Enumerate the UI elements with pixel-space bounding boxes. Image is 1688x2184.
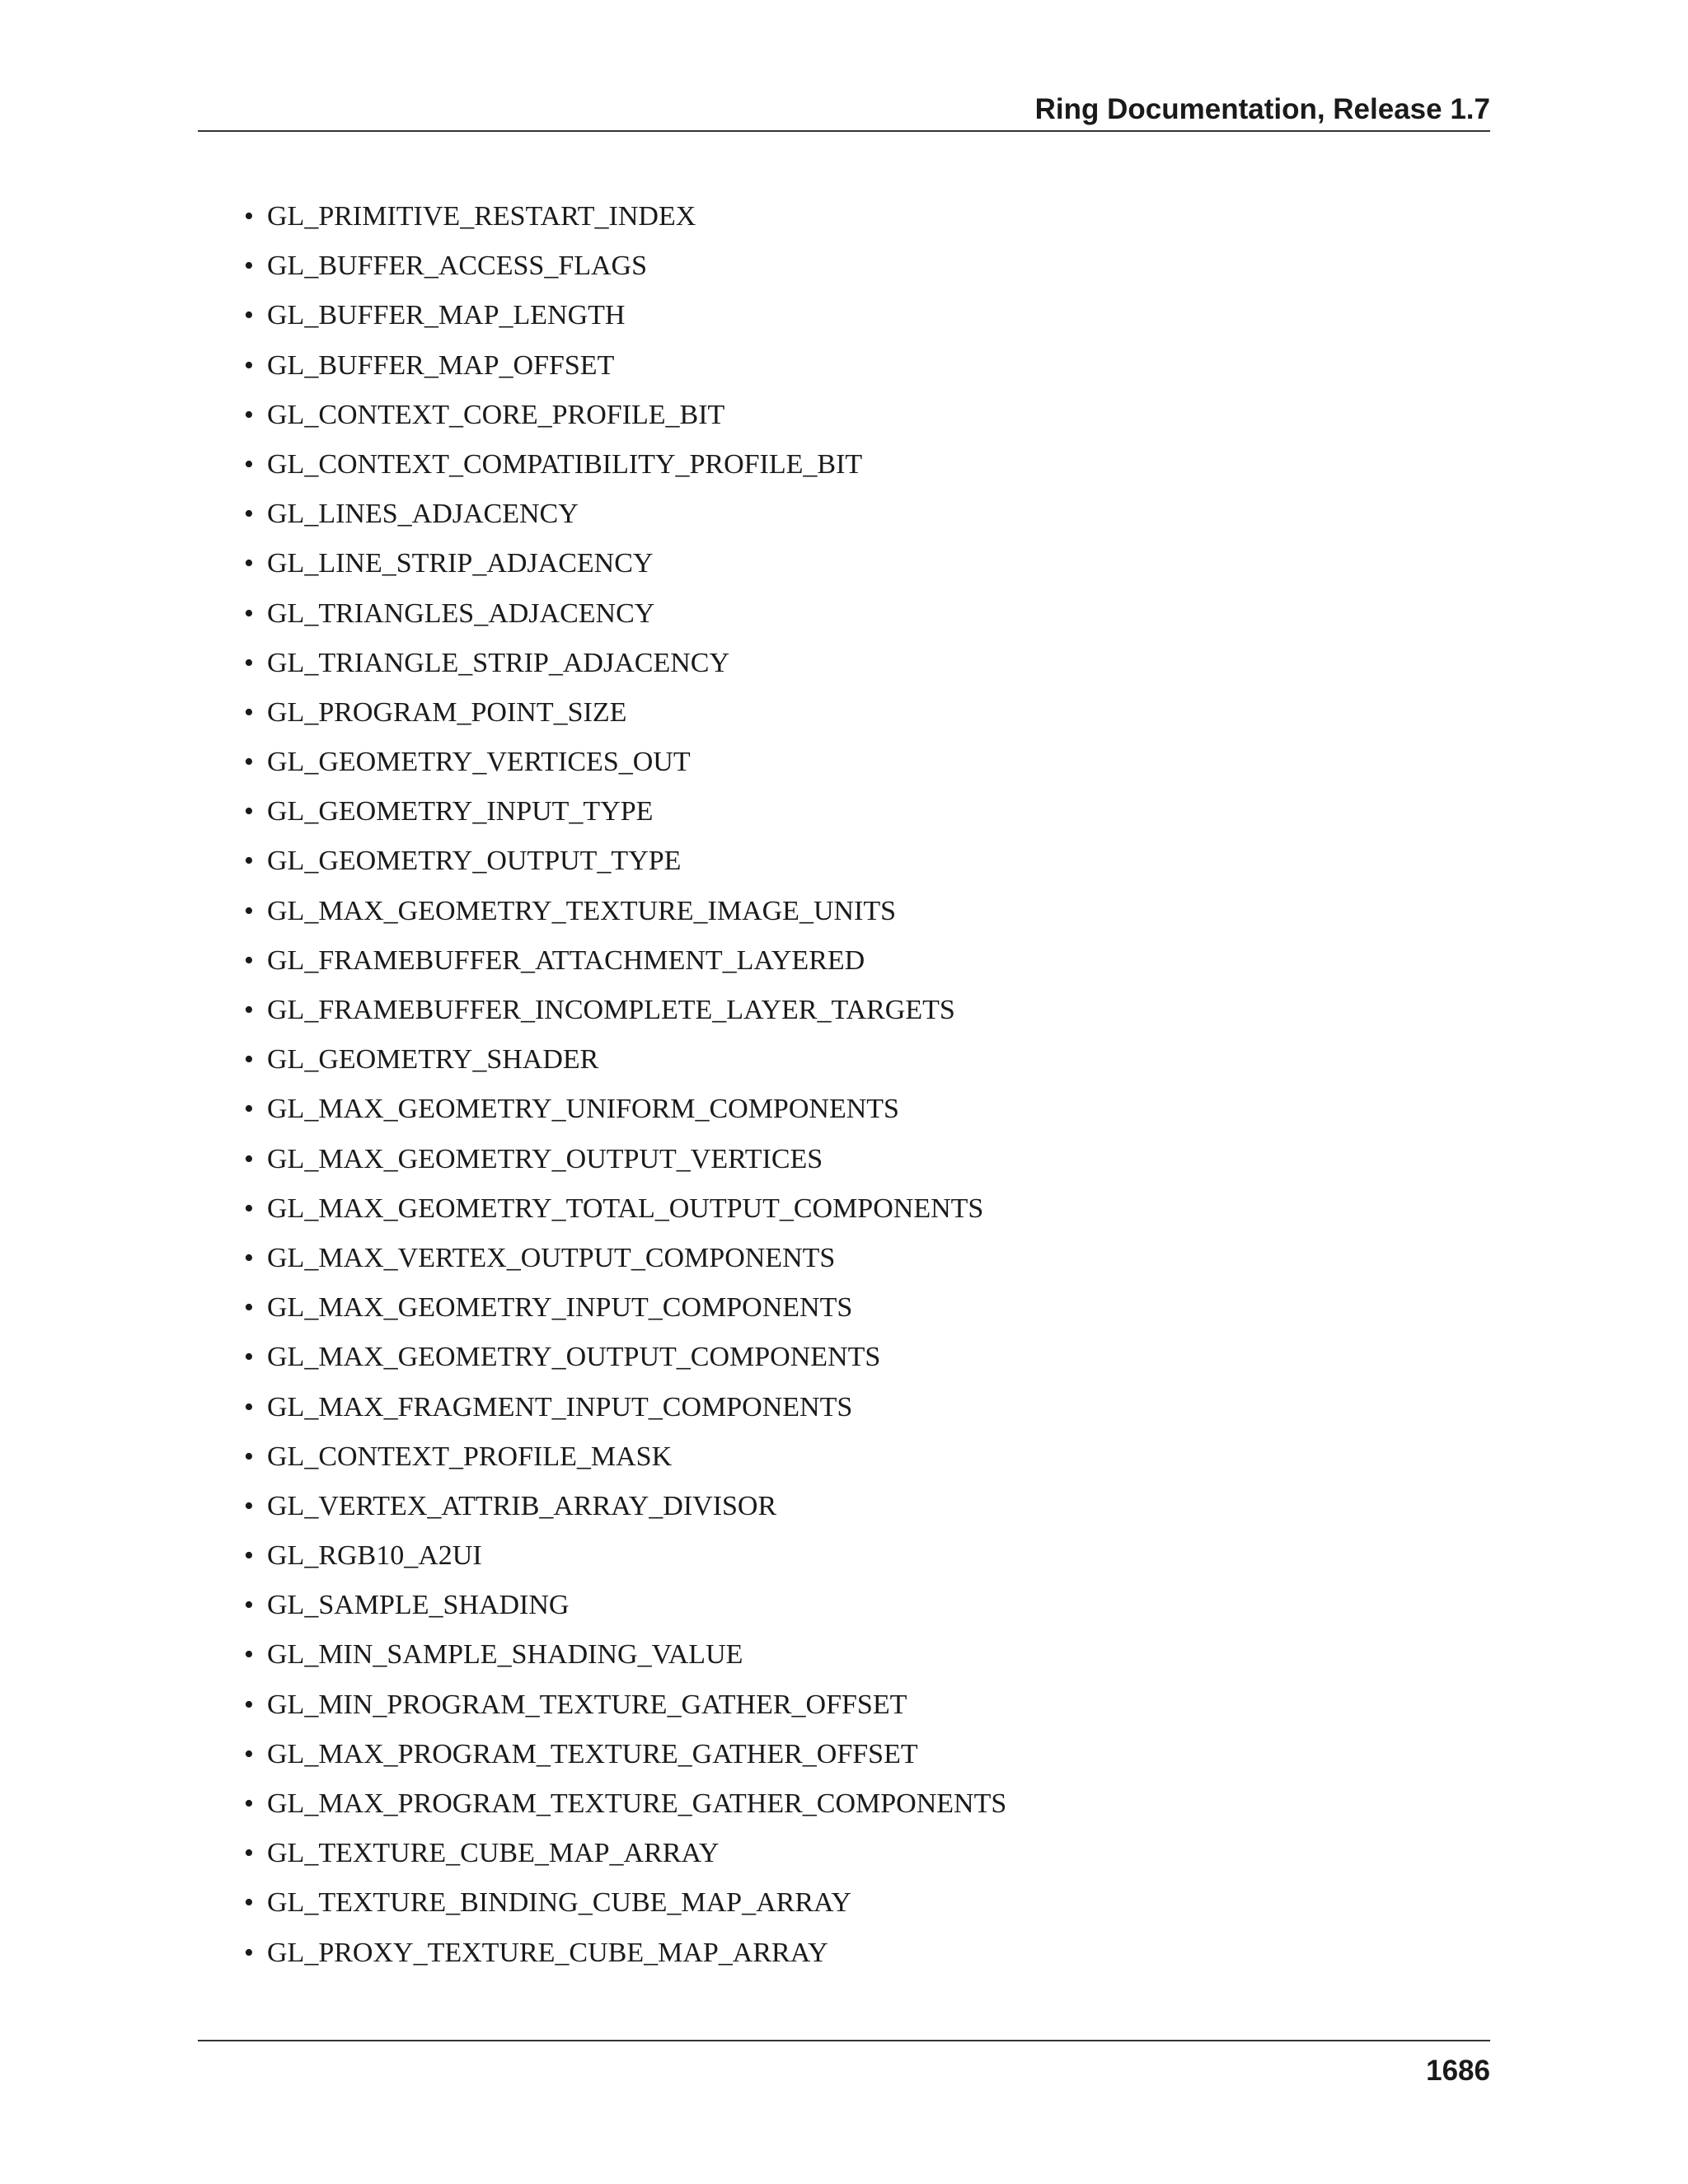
list-item — [244, 198, 1006, 247]
bullet-icon: • — [244, 1342, 254, 1373]
list-item-label: GL_LINE_STRIP_ADJACENCY — [267, 548, 654, 579]
list-item-label: GL_MAX_GEOMETRY_OUTPUT_COMPONENTS — [267, 1342, 881, 1373]
list-item-label: GL_FRAMEBUFFER_INCOMPLETE_LAYER_TARGETS — [267, 995, 955, 1025]
list-item-label: GL_MIN_SAMPLE_SHADING_VALUE — [267, 1639, 743, 1671]
list-item — [244, 1636, 1006, 1685]
list-item-label: GL_CONTEXT_CORE_PROFILE_BIT — [267, 399, 725, 430]
bullet-icon: • — [244, 995, 254, 1025]
bullet-icon: • — [244, 499, 254, 530]
list-item — [244, 595, 1006, 644]
bullet-icon: • — [244, 1540, 254, 1572]
list-item — [244, 396, 1006, 446]
bullet-icon: • — [244, 647, 254, 678]
list-item — [244, 1934, 1006, 1984]
bullet-icon: • — [244, 1441, 254, 1472]
list-item-label: GL_TRIANGLE_STRIP_ADJACENCY — [267, 647, 729, 678]
list-item — [244, 743, 1006, 793]
list-item — [244, 1090, 1006, 1140]
bullet-icon: • — [244, 944, 254, 976]
list-item-label: GL_PRIMITIVE_RESTART_INDEX — [267, 201, 696, 232]
list-item — [244, 1686, 1006, 1736]
bullet-icon: • — [244, 1838, 254, 1869]
bullet-icon: • — [244, 1887, 254, 1919]
list-item-label: GL_MAX_GEOMETRY_OUTPUT_VERTICES — [267, 1143, 823, 1174]
bullet-icon: • — [244, 1788, 254, 1819]
list-item — [244, 1586, 1006, 1636]
list-item-label: GL_MAX_PROGRAM_TEXTURE_GATHER_OFFSET — [267, 1738, 918, 1769]
list-item-label: GL_LINES_ADJACENCY — [267, 499, 579, 530]
bullet-icon: • — [244, 1738, 254, 1769]
list-item — [244, 842, 1006, 892]
list-item — [244, 1785, 1006, 1835]
list-item — [244, 793, 1006, 842]
list-item-label: GL_MIN_PROGRAM_TEXTURE_GATHER_OFFSET — [267, 1689, 907, 1720]
list-item — [244, 1338, 1006, 1388]
bullet-icon: • — [244, 1590, 254, 1621]
bullet-icon: • — [244, 696, 254, 728]
list-item-label: GL_BUFFER_MAP_OFFSET — [267, 349, 615, 381]
bullet-icon: • — [244, 1639, 254, 1671]
list-item — [244, 942, 1006, 991]
list-item-label: GL_GEOMETRY_OUTPUT_TYPE — [267, 846, 682, 877]
bullet-icon: • — [244, 1094, 254, 1125]
list-item — [244, 545, 1006, 594]
list-item — [244, 644, 1006, 694]
list-item-label: GL_TEXTURE_BINDING_CUBE_MAP_ARRAY — [267, 1887, 851, 1919]
list-item — [244, 1537, 1006, 1586]
list-item — [244, 694, 1006, 743]
list-item — [244, 1884, 1006, 1933]
bullet-icon: • — [244, 1143, 254, 1174]
bullet-icon: • — [244, 1193, 254, 1224]
bullet-icon: • — [244, 1689, 254, 1720]
bullet-icon: • — [244, 895, 254, 926]
bullet-icon: • — [244, 548, 254, 579]
list-item — [244, 1141, 1006, 1190]
list-item-label: GL_MAX_GEOMETRY_INPUT_COMPONENTS — [267, 1292, 853, 1324]
list-item-label: GL_MAX_GEOMETRY_TEXTURE_IMAGE_UNITS — [267, 895, 897, 926]
bullet-icon: • — [244, 1391, 254, 1422]
list-item — [244, 347, 1006, 396]
bullet-icon: • — [244, 251, 254, 282]
list-item-label: GL_TEXTURE_CUBE_MAP_ARRAY — [267, 1838, 720, 1869]
list-item — [244, 297, 1006, 346]
list-item — [244, 247, 1006, 297]
list-item — [244, 1389, 1006, 1438]
list-item — [244, 1438, 1006, 1488]
list-item-label: GL_PROGRAM_POINT_SIZE — [267, 696, 627, 728]
bullet-icon: • — [244, 300, 254, 331]
bullet-icon: • — [244, 201, 254, 232]
list-item-label: GL_CONTEXT_PROFILE_MASK — [267, 1441, 673, 1472]
list-item-label: GL_MAX_GEOMETRY_UNIFORM_COMPONENTS — [267, 1094, 899, 1125]
bullet-icon: • — [244, 846, 254, 877]
list-item — [244, 1190, 1006, 1240]
bullet-icon: • — [244, 598, 254, 629]
bullet-icon: • — [244, 448, 254, 480]
footer-divider — [198, 2040, 1490, 2041]
list-item-label: GL_SAMPLE_SHADING — [267, 1590, 570, 1621]
list-item-label: GL_GEOMETRY_VERTICES_OUT — [267, 747, 691, 778]
list-item-label: GL_CONTEXT_COMPATIBILITY_PROFILE_BIT — [267, 448, 863, 480]
list-item-label: GL_MAX_FRAGMENT_INPUT_COMPONENTS — [267, 1391, 853, 1422]
list-item-label: GL_RGB10_A2UI — [267, 1540, 482, 1572]
list-item — [244, 1041, 1006, 1090]
list-item — [244, 446, 1006, 495]
bullet-icon: • — [244, 747, 254, 778]
bullet-icon: • — [244, 349, 254, 381]
bullet-icon: • — [244, 1292, 254, 1324]
list-item-label: GL_FRAMEBUFFER_ATTACHMENT_LAYERED — [267, 944, 865, 976]
header-divider — [198, 130, 1490, 132]
list-item-label: GL_MAX_GEOMETRY_TOTAL_OUTPUT_COMPONENTS — [267, 1193, 984, 1224]
page-number: 1686 — [1426, 2055, 1490, 2087]
bullet-icon: • — [244, 796, 254, 827]
page-header-title: Ring Documentation, Release 1.7 — [1034, 93, 1490, 125]
list-item-label: GL_TRIANGLES_ADJACENCY — [267, 598, 655, 629]
list-item — [244, 1736, 1006, 1785]
list-item-label: GL_GEOMETRY_SHADER — [267, 1044, 599, 1076]
bullet-icon: • — [244, 1937, 254, 1968]
list-item-label: GL_VERTEX_ATTRIB_ARRAY_DIVISOR — [267, 1490, 777, 1521]
list-item-label: GL_BUFFER_MAP_LENGTH — [267, 300, 626, 331]
list-item-label: GL_MAX_PROGRAM_TEXTURE_GATHER_COMPONENTS — [267, 1788, 1007, 1819]
list-item-label: GL_GEOMETRY_INPUT_TYPE — [267, 796, 654, 827]
list-item — [244, 1289, 1006, 1338]
list-item-label: GL_BUFFER_ACCESS_FLAGS — [267, 251, 648, 282]
bullet-icon: • — [244, 399, 254, 430]
list-item-label: GL_MAX_VERTEX_OUTPUT_COMPONENTS — [267, 1242, 836, 1273]
list-item — [244, 495, 1006, 545]
list-item — [244, 1488, 1006, 1537]
list-item — [244, 1835, 1006, 1884]
list-item — [244, 1240, 1006, 1289]
bullet-icon: • — [244, 1044, 254, 1076]
list-item — [244, 893, 1006, 942]
bullet-icon: • — [244, 1490, 254, 1521]
bullet-icon: • — [244, 1242, 254, 1273]
constant-list — [244, 198, 1006, 1984]
list-item — [244, 991, 1006, 1041]
list-item-label: GL_PROXY_TEXTURE_CUBE_MAP_ARRAY — [267, 1937, 828, 1968]
